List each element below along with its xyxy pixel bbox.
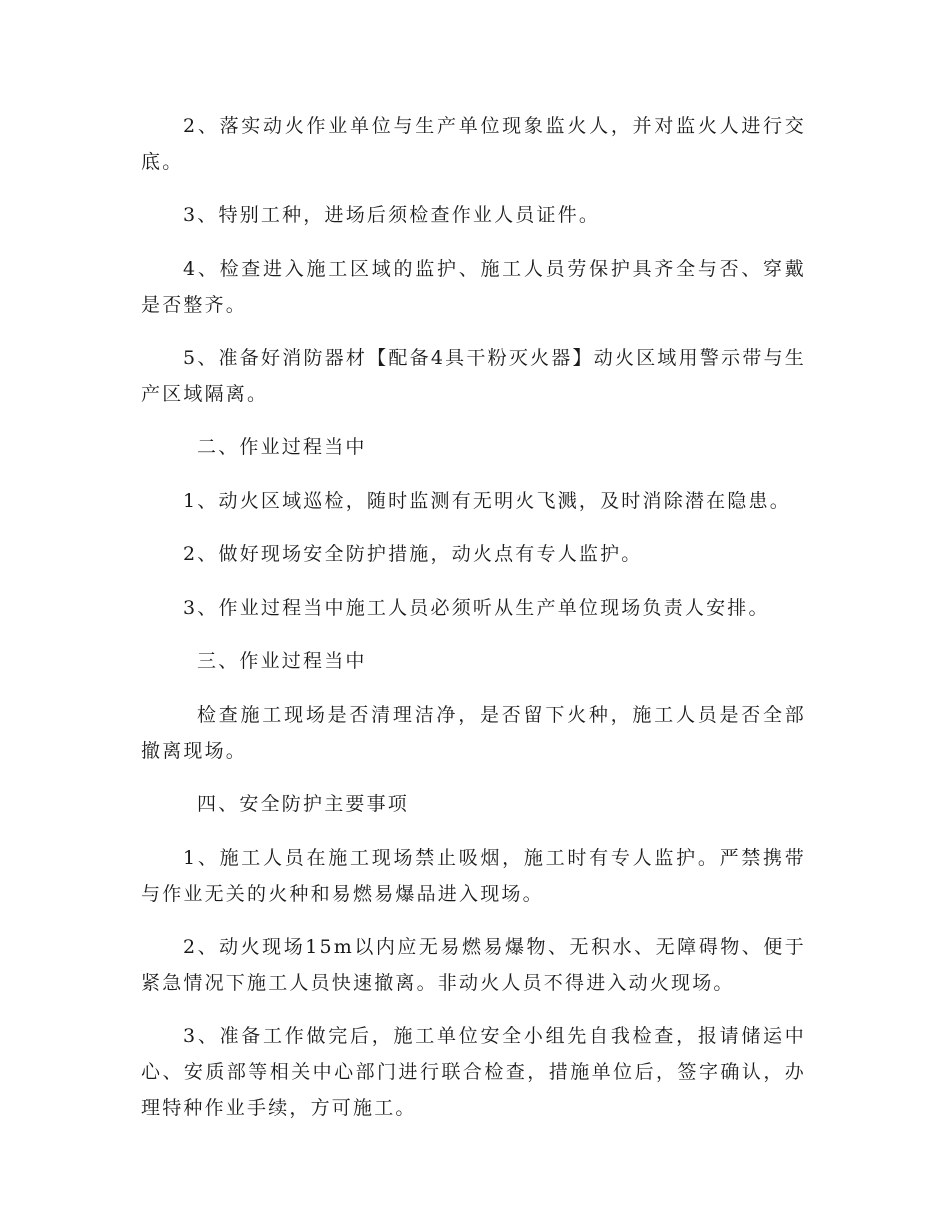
paragraph-fire-equipment: 5、准备好消防器材【配备4具干粉灭火器】动火区域用警示带与生产区域隔离。 (141, 347, 806, 405)
section-heading-2: 二、作业过程当中 (197, 436, 367, 458)
paragraph-special-trades: 3、特别工种，进场后须检查作业人员证件。 (183, 204, 601, 226)
paragraph-protective-gear: 4、检查进入施工区域的监护、施工人员劳保护具齐全与否、穿戴是否整齐。 (141, 258, 806, 316)
paragraph-site-check: 检查施工现场是否清理洁净，是否留下火种，施工人员是否全部撤离现场。 (141, 704, 806, 762)
section-heading-3: 三、作业过程当中 (197, 650, 367, 672)
paragraph-fire-watch: 2、落实动火作业单位与生产单位现象监火人，并对监火人进行交底。 (141, 115, 806, 173)
paragraph-patrol: 1、动火区域巡检，随时监测有无明火飞溅，及时消除潜在隐患。 (183, 490, 791, 512)
paragraph-clearance-zone: 2、动火现场15m以内应无易燃易爆物、无积水、无障碍物、便于紧急情况下施工人员快速撤离。非动火人员不得进入动火现场。 (141, 936, 806, 994)
paragraph-follow-instructions: 3、作业过程当中施工人员必须听从生产单位现场负责人安排。 (183, 597, 770, 619)
paragraph-site-protection: 2、做好现场安全防护措施，动火点有专人监护。 (183, 543, 643, 565)
paragraph-joint-inspection: 3、准备工作做完后，施工单位安全小组先自我检查，报请储运中心、安质部等相关中心部门进行联合检查，措施单位后，签字确认，办理特种作业手续，方可施工。 (141, 1025, 806, 1119)
section-heading-4: 四、安全防护主要事项 (197, 793, 410, 815)
paragraph-no-smoking: 1、施工人员在施工现场禁止吸烟，施工时有专人监护。严禁携带与作业无关的火种和易燃易爆品进入现场。 (141, 847, 806, 905)
